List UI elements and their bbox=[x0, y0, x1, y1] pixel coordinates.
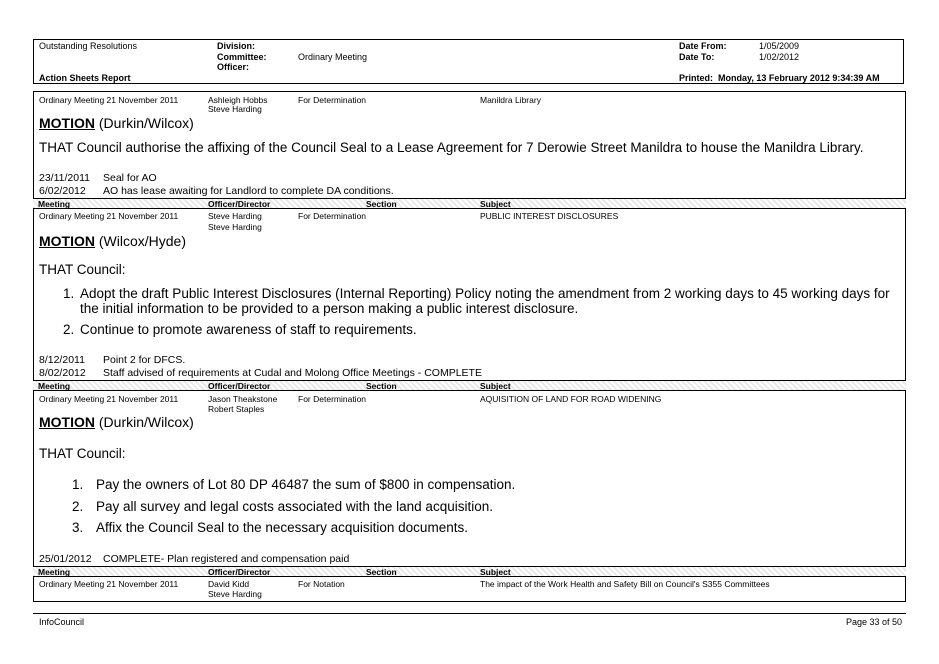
motion-word: MOTION bbox=[39, 115, 95, 131]
column-officer: Officer/Director bbox=[208, 199, 271, 209]
column-meeting: Meeting bbox=[38, 381, 71, 391]
column-header-row bbox=[33, 566, 906, 577]
note-date: 25/01/2012 bbox=[39, 553, 92, 565]
list-text: Adopt the draft Public Interest Disclosures (Internal Reporting) Policy noting the amendment from 2 working days to 45 working days for bbox=[80, 286, 890, 301]
list-number: 1. bbox=[72, 477, 84, 492]
date-to-label: Date To: bbox=[679, 52, 715, 62]
resolution-text: THAT Council authorise the affixing of the Council Seal to a Lease Agreement for 7 Derowie Street Manildra to house the Manildra Library. bbox=[39, 140, 864, 155]
motion-heading bbox=[39, 115, 194, 131]
officer-cell: Jason Theakstone bbox=[208, 394, 278, 404]
note-date: 8/02/2012 bbox=[39, 367, 86, 379]
printed-value: Monday, 13 February 2012 9:34:39 AM bbox=[718, 73, 880, 83]
director-cell: Steve Harding bbox=[208, 104, 262, 114]
officer-cell: Steve Harding bbox=[208, 211, 262, 221]
motion-word: MOTION bbox=[39, 414, 95, 430]
motion-movers: (Durkin/Wilcox) bbox=[95, 115, 194, 131]
note-text: Point 2 for DFCS. bbox=[103, 354, 186, 366]
subject-cell: PUBLIC INTEREST DISCLOSURES bbox=[480, 211, 619, 221]
column-section: Section bbox=[366, 381, 397, 391]
list-number: 2. bbox=[63, 322, 75, 337]
officer-label: Officer: bbox=[217, 62, 250, 72]
list-text: Pay all survey and legal costs associated with the land acquisition. bbox=[96, 499, 493, 514]
section-cell: For Determination bbox=[298, 211, 367, 221]
division-label: Division: bbox=[217, 41, 256, 51]
footer-divider bbox=[33, 613, 906, 614]
officer-cell: Ashleigh Hobbs bbox=[208, 95, 268, 105]
column-section: Section bbox=[366, 567, 397, 577]
motion-movers: (Durkin/Wilcox) bbox=[95, 414, 194, 430]
report-header bbox=[33, 39, 904, 84]
list-number: 3. bbox=[72, 520, 84, 535]
report-title: Outstanding Resolutions bbox=[39, 41, 138, 51]
list-text-continued: the initial information to be provided to a person making a public interest disclosure. bbox=[80, 301, 579, 316]
column-officer: Officer/Director bbox=[208, 567, 271, 577]
column-section: Section bbox=[366, 199, 397, 209]
list-text: Affix the Council Seal to the necessary acquisition documents. bbox=[96, 520, 468, 535]
column-meeting: Meeting bbox=[38, 199, 71, 209]
subject-cell: The impact of the Work Health and Safety Bill on Council's S355 Committees bbox=[480, 579, 770, 589]
note-text: COMPLETE- Plan registered and compensation paid bbox=[103, 553, 350, 565]
note-date: 23/11/2011 bbox=[39, 172, 90, 184]
director-cell: Robert Staples bbox=[208, 404, 265, 414]
column-officer: Officer/Director bbox=[208, 381, 271, 391]
meeting-cell: Ordinary Meeting 21 November 2011 bbox=[39, 579, 179, 589]
note-date: 6/02/2012 bbox=[39, 185, 86, 197]
date-from-value: 1/05/2009 bbox=[759, 41, 800, 51]
meeting-cell: Ordinary Meeting 21 November 2011 bbox=[39, 394, 179, 404]
column-header-row bbox=[33, 198, 906, 209]
column-meeting: Meeting bbox=[38, 567, 71, 577]
officer-cell: David Kidd bbox=[208, 579, 250, 589]
director-cell: Steve Harding bbox=[208, 222, 262, 232]
date-from-label: Date From: bbox=[679, 41, 727, 51]
committee-label: Committee: bbox=[217, 52, 267, 62]
subject-cell: Manildra Library bbox=[480, 95, 541, 105]
note-text: AO has lease awaiting for Landlord to complete DA conditions. bbox=[103, 185, 394, 197]
printed-label: Printed: bbox=[679, 73, 714, 83]
meeting-cell: Ordinary Meeting 21 November 2011 bbox=[39, 211, 179, 221]
motion-word: MOTION bbox=[39, 233, 95, 249]
director-cell: Steve Harding bbox=[208, 589, 262, 599]
list-number: 2. bbox=[72, 499, 84, 514]
note-text: Staff advised of requirements at Cudal and Molong Office Meetings - COMPLETE bbox=[103, 367, 482, 379]
page-number: Page 33 of 50 bbox=[846, 617, 903, 627]
motion-heading bbox=[39, 414, 194, 430]
list-number: 1. bbox=[63, 286, 75, 301]
committee-value: Ordinary Meeting bbox=[298, 52, 368, 62]
column-header-row bbox=[33, 380, 906, 391]
footer-brand: InfoCouncil bbox=[39, 617, 85, 627]
column-subject: Subject bbox=[480, 381, 511, 391]
motion-heading bbox=[39, 233, 186, 249]
section-cell: For Determination bbox=[298, 394, 367, 404]
date-to-value: 1/02/2012 bbox=[759, 52, 800, 62]
subject-cell: AQUISITION OF LAND FOR ROAD WIDENING bbox=[480, 394, 662, 404]
resolution-intro: THAT Council: bbox=[39, 446, 126, 461]
note-text: Seal for AO bbox=[103, 172, 157, 184]
meeting-cell: Ordinary Meeting 21 November 2011 bbox=[39, 95, 179, 105]
section-cell: For Determination bbox=[298, 95, 367, 105]
note-date: 8/12/2011 bbox=[39, 354, 85, 366]
column-subject: Subject bbox=[480, 199, 511, 209]
motion-movers: (Wilcox/Hyde) bbox=[95, 233, 187, 249]
list-text: Continue to promote awareness of staff to requirements. bbox=[80, 322, 417, 337]
resolution-intro: THAT Council: bbox=[39, 262, 126, 277]
list-text: Pay the owners of Lot 80 DP 46487 the sum of $800 in compensation. bbox=[96, 477, 516, 492]
report-type: Action Sheets Report bbox=[39, 73, 131, 83]
column-subject: Subject bbox=[480, 567, 511, 577]
section-cell: For Notation bbox=[298, 579, 345, 589]
